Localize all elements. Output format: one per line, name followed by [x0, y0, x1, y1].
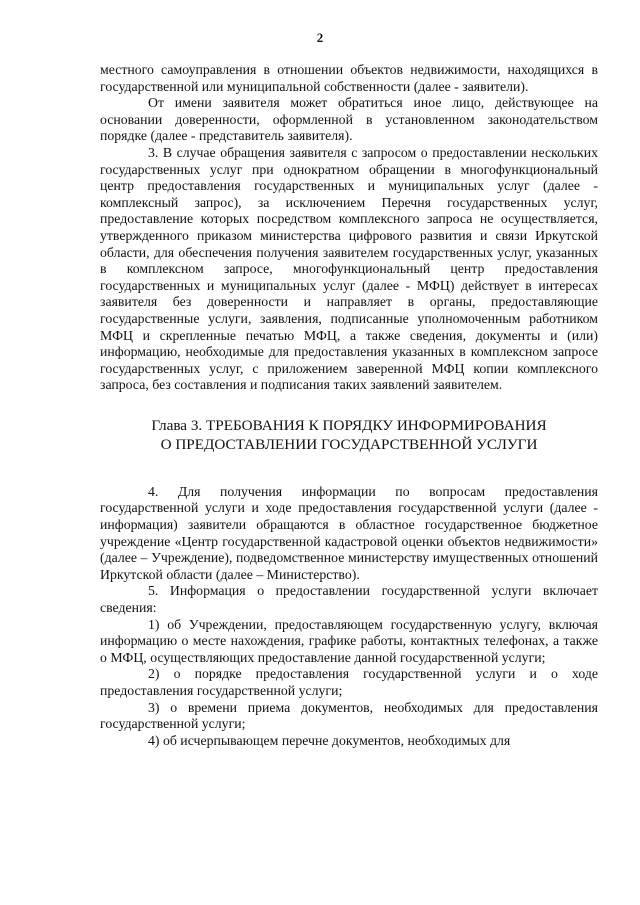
- chapter-heading: [100, 416, 598, 454]
- paragraph-item-5-4: 4) об исчерпывающем перечне документов, необходимых для: [148, 732, 511, 748]
- paragraph-item-5-2: 2) о порядке предоставления государственной услуги и о ходе предоставления государственной услуги;: [100, 666, 598, 698]
- paragraph-item-3: 3. В случае обращения заявителя с запросом о предоставлении нескольких государственных услуг при однократном обращении в многофункциональный центр предоставления государственных и муниципальных услуг (далее - комплексный запрос), за исключением Перечня государственных услуг, предоставление которых посредством комплексного запроса не осуществляется, утвержденного приказом министерства цифрового развития и связи Иркутской области, для обеспечения получения заявителем государственных услуг, указанных в комплексном запросе, многофункциональный центр предоставления государственных и муниципальных услуг (далее - МФЦ) действует в интересах заявителя без доверенности и направляет в органы, предоставляющие государственные услуги, заявления, подписанные уполномоченным работником МФЦ и скрепленные печатью МФЦ, а также сведения, документы и (или) информацию, необходимые для предоставления указанных в комплексном запросе государственных услуг, с приложением заверенной МФЦ копии комплексного запроса, без составления и подписания таких заявлений заявителем.: [100, 144, 598, 393]
- chapter-heading-line-2: О ПРЕДОСТАВЛЕНИИ ГОСУДАРСТВЕННОЙ УСЛУГИ: [160, 435, 538, 453]
- paragraph-continuation: местного самоуправления в отношении объектов недвижимости, находящихся в государственной или муниципальной собственности (далее - заявители).: [100, 62, 598, 94]
- chapter-heading-line-1: Глава 3. ТРЕБОВАНИЯ К ПОРЯДКУ ИНФОРМИРОВАНИЯ: [151, 416, 547, 434]
- paragraph-item-5-1: 1) об Учреждении, предоставляющем государственную услугу, включая информацию о месте нахождения, графике работы, контактных телефонах, а также о МФЦ, осуществляющих предоставление данной государственной услуги;: [100, 616, 598, 665]
- paragraph-item-5-3: 3) о времени приема документов, необходимых для предоставления государственной услуги;: [100, 699, 598, 732]
- paragraph-item-5: 5. Информация о предоставлении государственной услуги включает сведения:: [100, 583, 598, 616]
- page-number: 2: [316, 30, 324, 45]
- paragraph-item-4: 4. Для получения информации по вопросам предоставления государственной услуги и ходе предоставления государственной услуги (далее - информация) заявители обращаются в областное государственное бюджетное учреждение «Центр государственной кадастровой оценки объектов недвижимости» (далее – Учреждение), подведомственное министерству имущественных отношений Иркутской области (далее – Министерство).: [100, 483, 598, 582]
- paragraph-representative: От имени заявителя может обратиться иное лицо, действующее на основании доверенности, оформленной в установленном законодательством порядке (далее - представитель заявителя).: [100, 95, 598, 144]
- document-body: [100, 62, 598, 749]
